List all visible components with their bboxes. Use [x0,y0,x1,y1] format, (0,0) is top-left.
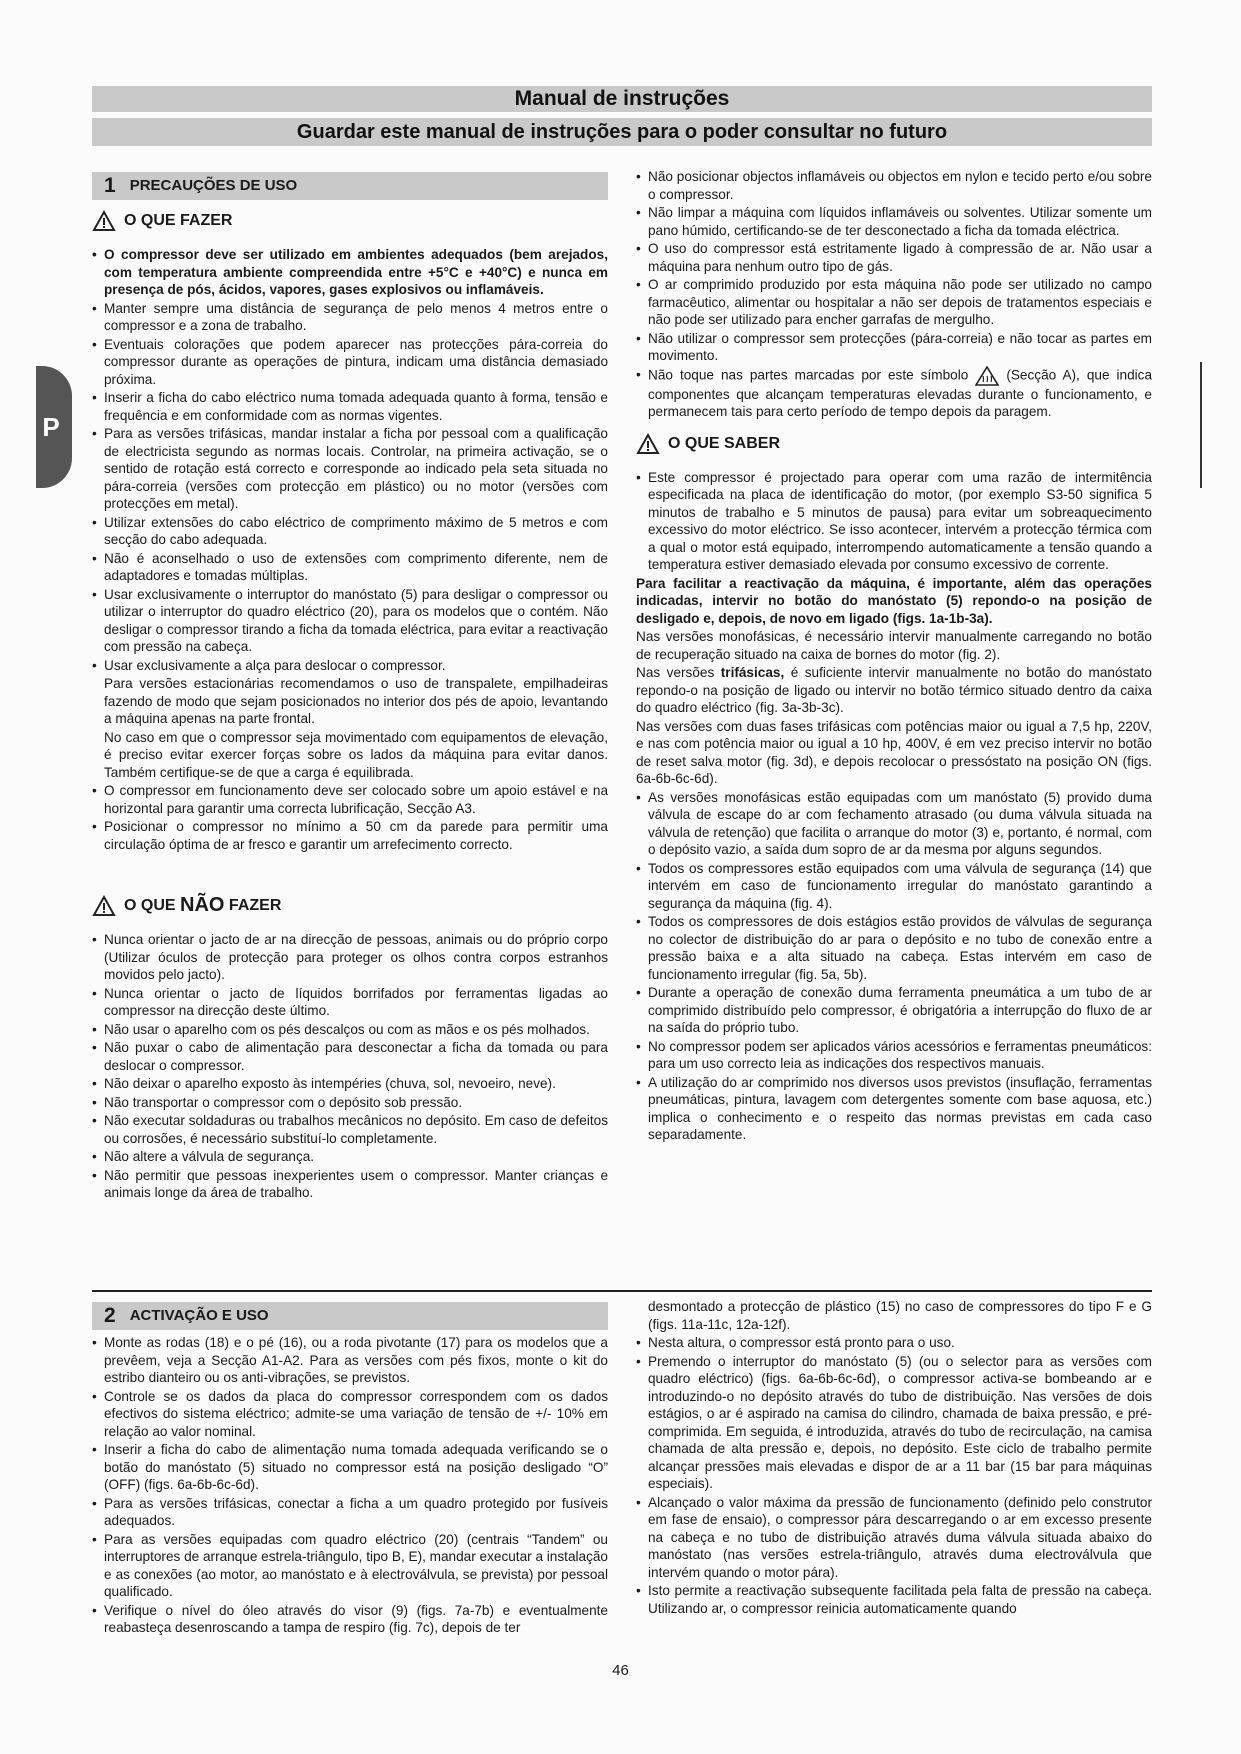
section2-right-list [636,1298,1152,1617]
list-item: • Manter sempre uma distância de segurança de pelo menos 4 metros entre o compressor e a zona de trabalho. [92,300,608,335]
list-item: • Não transportar o compressor com o depósito sob pressão. [92,1094,608,1112]
list-item: • Todos os compressores estão equipados com uma válvula de segurança (14) que intervém em caso de funcionamento irregular do manóstato garantindo a segurança da máquina (fig. 4). [636,860,1152,913]
section1-right-column [636,168,1152,1145]
section2-left-column [92,1302,608,1638]
list-item: • Para as versões equipadas com quadro eléctrico (20) (centrais “Tandem” ou interruptores de arranque estrela-triângulo, tipo B, E), mandar executar a instalação e as conexões (ao motor, ao manóstato e à electroválvula, se prevista) por pessoal qualificado. [92,1531,608,1601]
list-item: • O ar comprimido produzido por esta máquina não pode ser utilizado no campo farmacêutico, alimentar ou hospitalar a não ser depois de tratamentos especiais e não pode ser utilizado para encher garrafas de mergulho. [636,276,1152,329]
section1-number: 1 [104,174,116,198]
list-item: • Alcançado o valor máxima da pressão de funcionamento (definido pelo construtor em fase de ensaio), o compressor pára descarregando o ar em excesso presente na cabeça e no tubo de distribuição através duma válvula situada abaixo do manóstato (nas versões estrela-triângulo, através duma electroválvula que intervém quando o motor pára). [636,1494,1152,1582]
right-list [636,168,1152,421]
know-list [636,469,1152,1144]
list-item: • Todos os compressores de dois estágios estão providos de válvulas de segurança no colector de distribuição do ar para o depósito e no tubo de conexão entre a pressão baixa e a alta situado na cabeça. Estas intervém em caso de funcionamento irregular (fig. 5a, 5b). [636,913,1152,983]
know-heading: O QUE SABER [636,433,1152,455]
warning-icon [92,895,116,917]
list-item: • Usar exclusivamente a alça para deslocar o compressor. [92,657,608,675]
section2-number: 2 [104,1304,116,1328]
language-tab: P [36,366,72,488]
list-item: • Este compressor é projectado para operar com uma razão de intermitência especificada na placa de identificação do motor, (por exemplo S3-50 significa 5 minutos de trabalho e 5 minutos de pausa) para evitar um sobreaquecimento excessivo do motor eléctrico. Se isso acontecer, intervém a protecção térmica com a qual o motor está equipado, interrompendo automaticamente a tensão quando a temperatura estiver demasiado elevada por consumo excessivo de corrente. [636,469,1152,574]
list-item: • Monte as rodas (18) e o pé (16), ou a roda pivotante (17) para os modelos que a prevêem, veja a Secção A1-A2. Para as versões com pés fixos, monte o kit do estribo dianteiro ou os anti-vibrações, se previstos. [92,1334,608,1387]
list-item: • Inserir a ficha do cabo de alimentação numa tomada adequada verificando se o botão do manóstato (5) situado no compressor está na posição desligado “O” (OFF) (figs. 6a-6b-6c-6d). [92,1441,608,1494]
list-item: • Não altere a válvula de segurança. [92,1148,608,1166]
list-item: • Usar exclusivamente o interruptor do manóstato (5) para desligar o compressor ou utilizar o interruptor do quadro eléctrico (20), para os modelos que o contém. Não desligar o compressor tirando a ficha da tomada eléctrica, para evitar a reactivação com pressão na cabeça. [92,586,608,656]
list-item: • Não permitir que pessoas inexperientes usem o compressor. Manter crianças e animais longe da área de trabalho. [92,1167,608,1202]
list-item: • Não usar o aparelho com os pés descalços ou com as mãos e os pés molhados. [92,1021,608,1039]
list-item: • O compressor deve ser utilizado em ambientes adequados (bem arejados, com temperatura ambiente compreendida entre +5°C e +40°C) e nunca em presença de pós, ácidos, vapores, gases explosivos ou inflamáveis. [92,246,608,299]
section2-right-column [636,1298,1152,1618]
list-item: • Não utilizar o compressor sem protecções (pára-correia) e não tocar as partes em movimento. [636,330,1152,365]
dont-heading: O QUE NÃO FAZER [92,895,608,917]
margin-mark [1200,362,1202,488]
list-item: Para versões estacionárias recomendamos o uso de transpalete, empilhadeiras fazendo de modo que sejam posicionados no interior dos pés de apoio, levantando a máquina apenas na parte frontal. [104,676,608,726]
manual-title: Manual de instruções [92,86,1152,112]
hot-surface-item: • Não toque nas partes marcadas por este símbolo (Secção A), que indica componentes que alcançam temperaturas elevadas durante o funcionamento, e permanecem tais para certo período de tempo depois da paragem. [636,366,1152,421]
list-item: • As versões monofásicas estão equipadas com um manóstato (5) provido duma válvula de escape do ar com fechamento atrasado (ou duma válvula situada na válvula de retenção) que facilita o arranque do motor (3) e, portanto, é normal, com o depósito vazio, a saída dum sopro de ar da mesma por alguns segundos. [636,789,1152,859]
list-item: • Inserir a ficha do cabo eléctrico numa tomada adequada quanto à forma, tensão e frequência e em conformidade com as normas vigentes. [92,389,608,424]
list-item: • Não puxar o cabo de alimentação para desconectar a ficha da tomada ou para deslocar o compressor. [92,1039,608,1074]
list-item: Nas versões com duas fases trifásicas com potências maior ou igual a 7,5 hp, 220V, e nas com potência maior ou igual a 10 hp, 400V, é em vez preciso intervir no botão de reset salva motor (fig. 3d), e depois recolocar o pressóstato na posição ON (figs. 6a-6b-6c-6d). [636,718,1152,786]
manual-subtitle: Guardar este manual de instruções para o poder consultar no futuro [92,118,1152,146]
warning-icon [636,433,660,455]
do-list [92,246,608,853]
section2-left-list [92,1334,608,1637]
section1-title: PRECAUÇÕES DE USO [129,177,298,195]
section-divider [92,1290,1152,1292]
list-item: • Controle se os dados da placa do compressor correspondem com os dados efectivos do sistema eléctrico; admite-se uma variação de tensão de +/- 10% em relação ao valor nominal. [92,1388,608,1441]
list-item: No caso em que o compressor seja movimentado com equipamentos de elevação, é preciso evitar exercer forças sobre os lados da máquina para evitar danos. Também certifique-se de que a carga é equilibrada. [104,729,608,780]
list-item: • Durante a operação de conexão duma ferramenta pneumática a um tubo de ar comprimido distribuído pelo compressor, é obrigatória a interrupção do fluxo de ar na saída do próprio tubo. [636,984,1152,1037]
list-item: desmontado a protecção de plástico (15) no caso de compressores do tipo F e G (figs. 11a-11c, 12a-12f). [648,1299,1152,1332]
list-item: • A utilização do ar comprimido nos diversos usos previstos (insuflação, ferramentas pneumáticas, pintura, lavagem com detergentes somente com base aquosa, etc.) implica o conhecimento e o respeito das normas previstas em cada caso separadamente. [636,1074,1152,1144]
dont-list [92,931,608,1202]
list-item: • Para as versões trifásicas, conectar a ficha a um quadro protegido por fusíveis adequados. [92,1495,608,1530]
list-item: Para facilitar a reactivação da máquina, é importante, além das operações indicadas, intervir no botão do manóstato (5) repondo-o na posição de desligado e, depois, de novo em ligado (figs. 1a-1b-3a). [636,575,1152,626]
section2-title: ACTIVAÇÃO E USO [129,1307,269,1325]
list-item: • Não posicionar objectos inflamáveis ou objectos em nylon e tecido perto e/ou sobre o compressor. [636,168,1152,203]
list-item: • Posicionar o compressor no mínimo a 50 cm da parede para permitir uma circulação óptima de ar fresco e garantir um arrefecimento correcto. [92,818,608,853]
page-number: 46 [612,1662,629,1679]
list-item: • Para as versões trifásicas, mandar instalar a ficha por pessoal com a qualificação de electricista segundo as normas locais. Controlar, na primeira activação, se o sentido de rotação está correcto e corresponde ao indicado pela seta situada no pára-correia (versões com protecção em plástico) ou no motor (versões com protecções em metal). [92,425,608,513]
list-item: • Premendo o interruptor do manóstato (5) (ou o selector para as versões com quadro eléctrico) (figs. 6a-6b-6c-6d), o compressor activa-se bombeando ar e introduzindo-o no depósito através do tubo de distribuição. Nas versões de dois estágios, o ar é aspirado na camisa do cilindro, chamada de baixa pressão, e pré-comprimida. Em seguida, é introduzida, através do tubo de recirculação, na camisa chamada de alta pressão e, depois, no depósito. Este ciclo de trabalho permite alcançar pressões mais elevadas e dispor de ar a 11 bar (15 bar para máquinas especiais). [636,1353,1152,1493]
hot-surface-icon [975,366,999,386]
list-item: • Verifique o nível do óleo através do visor (9) (figs. 7a-7b) e eventualmente reabasteça desenroscando a tampa de respiro (fig. 7c), depois de ter [92,1602,608,1637]
section1-left-column [92,172,608,1203]
list-item: • O compressor em funcionamento deve ser colocado sobre um apoio estável e na horizontal para garantir uma correcta lubrificação, Secção A3. [92,782,608,817]
list-item: • O uso do compressor está estritamente ligado à compressão de ar. Não usar a máquina para nenhum outro tipo de gás. [636,240,1152,275]
list-item: • Não deixar o aparelho exposto às intempéries (chuva, sol, nevoeiro, neve). [92,1075,608,1093]
list-item: • Nunca orientar o jacto de ar na direcção de pessoas, animais ou do próprio corpo (Utilizar óculos de protecção para proteger os olhos contra corpos estranhos movidos pelo jacto). [92,931,608,984]
warning-icon [92,210,116,232]
list-item: • Não limpar a máquina com líquidos inflamáveis ou solventes. Utilizar somente um pano húmido, certificando-se de ter desconectado a ficha da tomada eléctrica. [636,204,1152,239]
list-item: Nas versões monofásicas, é necessário intervir manualmente carregando no botão de recuperação situado na caixa de bornes do motor (fig. 2). [636,629,1152,662]
list-item: • Utilizar extensões do cabo eléctrico de comprimento máximo de 5 metros e com secção do cabo adequada. [92,514,608,549]
list-item: • Não é aconselhado o uso de extensões com comprimento diferente, nem de adaptadores e tomadas múltiplas. [92,550,608,585]
do-heading: O QUE FAZER [92,210,608,232]
list-item: Nas versões trifásicas, é suficiente intervir manualmente no botão do manóstato repondo-o na posição de ligado ou intervir no botão térmico situado dentro da caixa do quadro eléctrico (fig. 3a-3b-3c). [636,665,1152,715]
list-item: • Não executar soldaduras ou trabalhos mecânicos no depósito. Em caso de defeitos ou corrosões, é necessário substituí-lo completamente. [92,1112,608,1147]
section1-header [92,172,608,200]
list-item: • Nesta altura, o compressor está pronto para o uso. [636,1334,1152,1352]
section2-header [92,1302,608,1330]
list-item: • Nunca orientar o jacto de líquidos borrifados por ferramentas ligadas ao compressor na direcção deste último. [92,985,608,1020]
list-item: • Isto permite a reactivação subsequente facilitada pela falta de pressão na cabeça. Utilizando ar, o compressor reinicia automaticamente quando [636,1582,1152,1617]
list-item: • Eventuais colorações que podem aparecer nas protecções pára-correia do compressor durante as operações de pintura, indicam uma distância demasiado próxima. [92,336,608,389]
list-item: • No compressor podem ser aplicados vários acessórios e ferramentas pneumáticos: para um uso correcto leia as indicações dos respectivos manuais. [636,1038,1152,1073]
